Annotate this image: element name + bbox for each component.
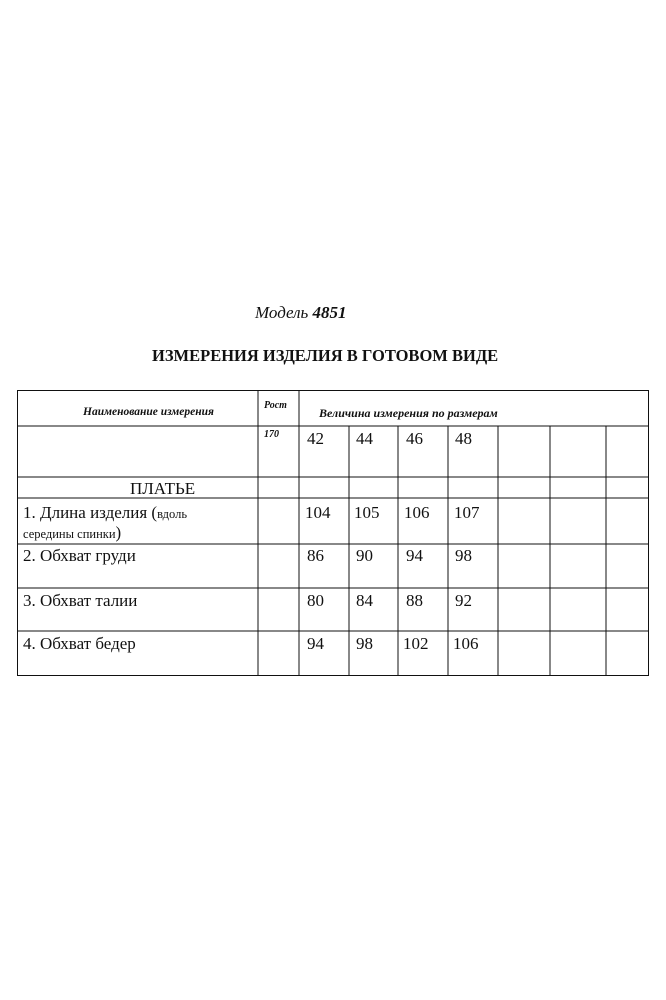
row-4-value-42: 94 <box>307 634 324 653</box>
row-3-value-44: 84 <box>356 591 373 610</box>
header-measurement-name: Наименование измерения <box>83 406 214 418</box>
row-1-note-open: ( <box>151 503 158 522</box>
row-1-value-44: 105 <box>354 503 380 522</box>
header-height-value: 170 <box>264 429 279 440</box>
header-height-label: Рост <box>264 400 287 411</box>
row-4-name: 4. Обхват бедер <box>23 634 136 653</box>
size-46-header: 46 <box>406 429 423 448</box>
row-1-note-line2 <box>23 524 121 542</box>
row-2-value-44: 90 <box>356 546 373 565</box>
row-2-value-48: 98 <box>455 546 472 565</box>
size-42-header: 42 <box>307 429 324 448</box>
row-3-name: 3. Обхват талии <box>23 591 138 610</box>
row-4-value-44: 98 <box>356 634 373 653</box>
row-3-value-48: 92 <box>455 591 472 610</box>
row-2-value-46: 94 <box>406 546 423 565</box>
size-48-header: 48 <box>455 429 472 448</box>
row-1-note-close: ) <box>115 523 122 542</box>
row-1-note-part1: вдоль <box>157 507 188 521</box>
model-label: Модель <box>255 303 309 322</box>
section-title-dress: ПЛАТЬЕ <box>130 479 196 498</box>
measurements-table <box>17 390 649 676</box>
row-1-name <box>23 504 187 521</box>
row-4-value-48: 106 <box>453 634 479 653</box>
model-title <box>255 303 347 323</box>
model-number: 4851 <box>312 303 347 322</box>
header-sizes-label: Величина измерения по размерам <box>319 406 498 420</box>
row-3-value-46: 88 <box>406 591 423 610</box>
size-44-header: 44 <box>356 429 373 448</box>
row-1-label: 1. Длина изделия <box>23 503 152 522</box>
row-1-note-part2: середины спинки <box>23 527 116 541</box>
row-3-value-42: 80 <box>307 591 324 610</box>
row-4-value-46: 102 <box>403 634 429 653</box>
row-2-name: 2. Обхват груди <box>23 546 136 565</box>
page-title: ИЗМЕРЕНИЯ ИЗДЕЛИЯ В ГОТОВОМ ВИДЕ <box>152 346 499 365</box>
row-1-value-48: 107 <box>454 503 480 522</box>
row-1-value-42: 104 <box>305 503 331 522</box>
row-1-value-46: 106 <box>404 503 430 522</box>
row-2-value-42: 86 <box>307 546 324 565</box>
